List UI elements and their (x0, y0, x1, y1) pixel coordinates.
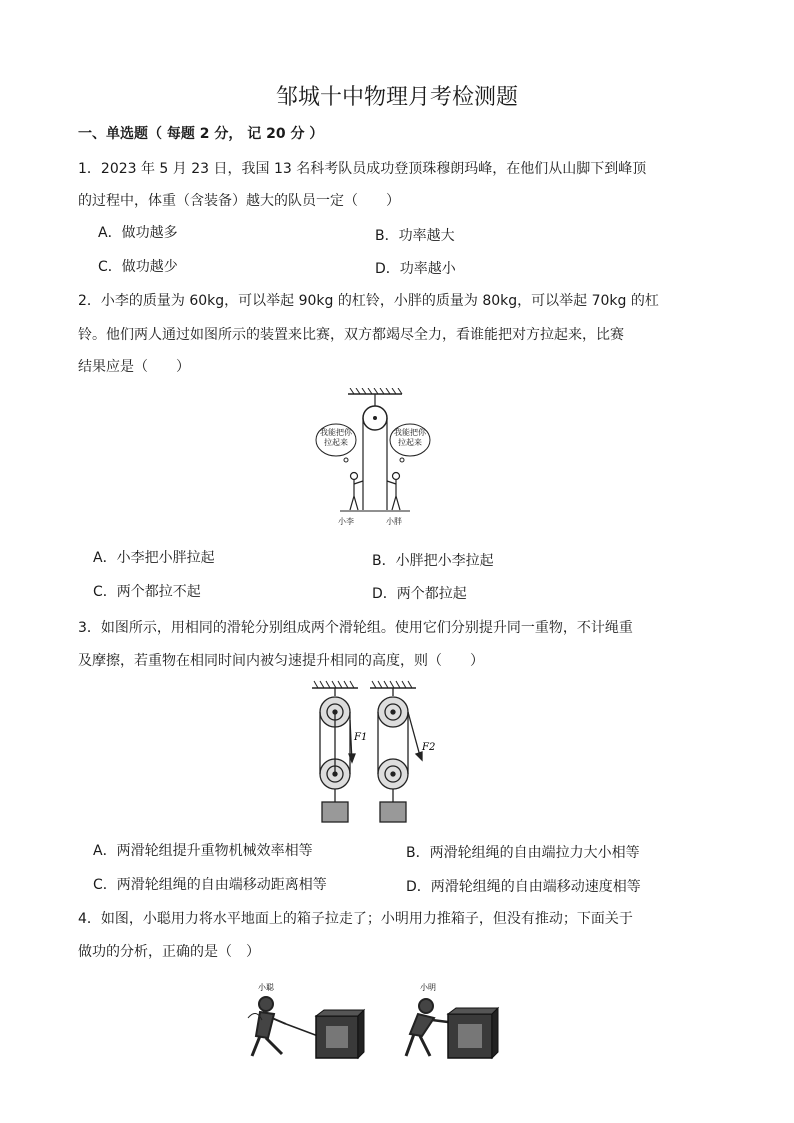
q4-name-left: 小聪 (258, 983, 274, 992)
q2-option-c[interactable]: C．两个都拉不起 (93, 584, 201, 600)
q2-stem-line3: 结果应是（ ） (78, 359, 190, 375)
pulling-person (252, 997, 286, 1056)
person-left-figure (350, 473, 363, 511)
q1-option-b[interactable]: B．功率越大 (375, 228, 455, 244)
q2-option-b[interactable]: B．小胖把小李拉起 (372, 553, 494, 569)
q2-option-d[interactable]: D．两个都拉起 (372, 586, 467, 602)
person-right-figure (387, 473, 400, 511)
q2-bubble-right: 我能把你拉起来 (394, 428, 426, 447)
q3-option-b[interactable]: B．两滑轮组绳的自由端拉力大小相等 (406, 845, 640, 861)
q4-stem-line2: 做功的分析，正确的是（ ） (78, 944, 260, 960)
q1-stem-line1: 1．2023 年 5 月 23 日，我国 13 名科考队员成功登顶珠穆朗玛峰，在他们从山脚下到峰顶 (78, 161, 647, 177)
q1-option-c[interactable]: C．做功越少 (98, 259, 178, 275)
q1-option-a[interactable]: A．做功越多 (98, 225, 178, 241)
page-title: 邹城十中物理月考检测题 (275, 85, 518, 110)
section-heading: 一、单选题（ 每题 2 分， 记 20 分 ） (78, 126, 324, 142)
q2-option-a[interactable]: A．小李把小胖拉起 (93, 550, 215, 566)
q3-pulley-groups-figure (308, 678, 448, 828)
q1-stem-line2: 的过程中，体重（含装备）越大的队员一定（ ） (78, 193, 400, 209)
q4-name-right: 小明 (420, 983, 436, 992)
box-right (448, 1008, 498, 1058)
pulley-group-1 (320, 688, 355, 822)
box-left (316, 1010, 364, 1058)
q4-figure (238, 978, 508, 1068)
pull-rope (286, 1024, 318, 1036)
q4-stem-line1: 4．如图，小聪用力将水平地面上的箱子拉走了；小明用力推箱子，但没有推动；下面关于 (78, 911, 633, 927)
q3-stem-line2: 及摩擦，若重物在相同时间内被匀速提升相同的高度，则（ ） (78, 653, 484, 669)
q3-label-f1: F1 (354, 732, 368, 743)
q2-stem-line2: 铃。他们两人通过如图所示的装置来比赛，双方都竭尽全力，看谁能把对方拉起来，比赛 (78, 327, 624, 343)
q3-label-f2: F2 (422, 742, 436, 753)
q2-pulley-figure (310, 388, 440, 533)
q2-stem-line1: 2．小李的质量为 60kg，可以举起 90kg 的杠铃，小胖的质量为 80kg，可以举起 70kg 的杠 (78, 293, 659, 309)
q2-name-left: 小李 (338, 517, 354, 526)
q3-option-c[interactable]: C．两滑轮组绳的自由端移动距离相等 (93, 877, 327, 893)
q1-option-d[interactable]: D．功率越小 (375, 261, 456, 277)
q3-stem-line1: 3．如图所示，用相同的滑轮分别组成两个滑轮组。使用它们分别提升同一重物，不计绳重 (78, 620, 633, 636)
q2-bubble-left: 我能把你拉起来 (320, 428, 352, 447)
q3-option-d[interactable]: D．两滑轮组绳的自由端移动速度相等 (406, 879, 641, 895)
q3-option-a[interactable]: A．两滑轮组提升重物机械效率相等 (93, 843, 313, 859)
pushing-person (406, 999, 448, 1056)
pulley-group-2 (378, 688, 422, 822)
q2-name-right: 小胖 (386, 517, 402, 526)
